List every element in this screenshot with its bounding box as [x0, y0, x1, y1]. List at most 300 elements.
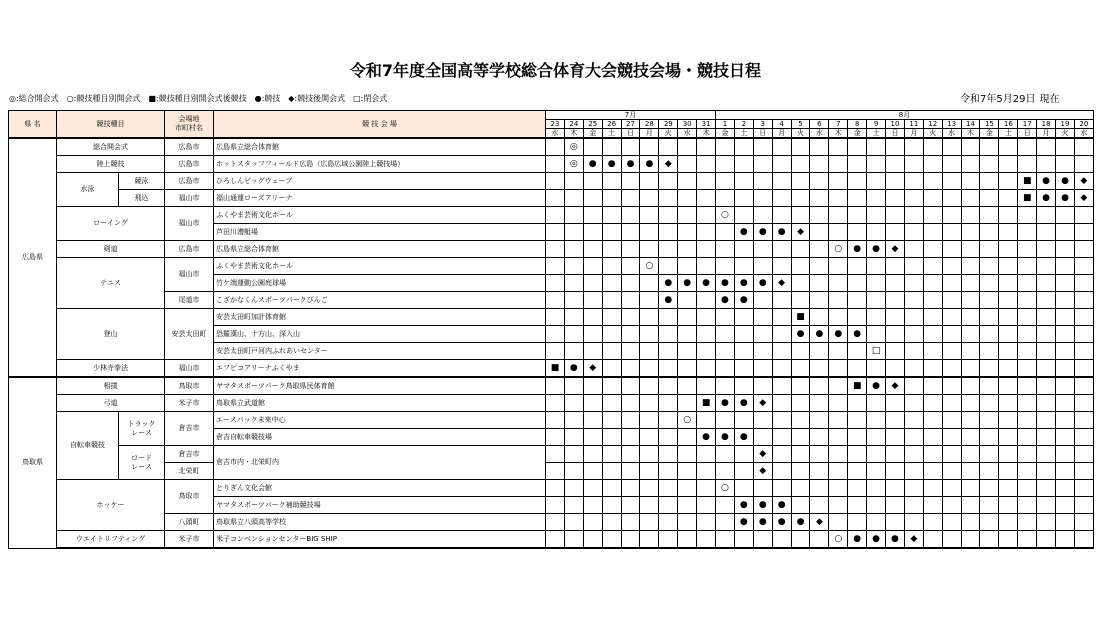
- schedule-cell: [1037, 292, 1056, 309]
- schedule-cell: [980, 412, 999, 429]
- schedule-cell: [1018, 429, 1037, 446]
- schedule-cell: [753, 258, 772, 275]
- schedule-cell: ●: [564, 360, 583, 378]
- schedule-cell: [602, 326, 621, 343]
- schedule-cell: [753, 292, 772, 309]
- schedule-cell: [1018, 207, 1037, 224]
- schedule-cell: [734, 343, 753, 360]
- schedule-cell: [999, 377, 1018, 395]
- event-cell: 陸上競技: [57, 156, 165, 173]
- schedule-cell: [716, 326, 735, 343]
- schedule-cell: ◆: [753, 463, 772, 480]
- schedule-cell: [602, 190, 621, 207]
- schedule-cell: [753, 480, 772, 497]
- date-cell: 27: [621, 120, 640, 129]
- schedule-cell: [904, 412, 923, 429]
- schedule-cell: [942, 224, 961, 241]
- weekday-cell: 水: [810, 129, 829, 139]
- schedule-cell: [810, 138, 829, 156]
- schedule-cell: [1074, 292, 1093, 309]
- schedule-cell: [564, 258, 583, 275]
- schedule-cell: ○: [716, 207, 735, 224]
- schedule-cell: [848, 224, 867, 241]
- schedule-cell: [829, 395, 848, 412]
- schedule-cell: [602, 224, 621, 241]
- schedule-cell: [659, 480, 678, 497]
- schedule-cell: [904, 429, 923, 446]
- schedule-cell: [583, 531, 602, 549]
- schedule-cell: [904, 446, 923, 463]
- schedule-cell: ●: [640, 156, 659, 173]
- schedule-cell: [1037, 156, 1056, 173]
- schedule-cell: [602, 241, 621, 258]
- schedule-cell: [961, 480, 980, 497]
- schedule-cell: [999, 412, 1018, 429]
- schedule-cell: [772, 258, 791, 275]
- schedule-cell: [1074, 463, 1093, 480]
- schedule-cell: [810, 463, 829, 480]
- schedule-cell: [942, 156, 961, 173]
- city-cell: 倉吉市: [165, 446, 214, 463]
- schedule-cell: [1074, 531, 1093, 549]
- schedule-cell: [961, 446, 980, 463]
- schedule-cell: [980, 207, 999, 224]
- schedule-cell: [848, 360, 867, 378]
- schedule-cell: ●: [848, 326, 867, 343]
- schedule-cell: [1037, 446, 1056, 463]
- schedule-cell: [829, 446, 848, 463]
- schedule-cell: [867, 258, 886, 275]
- schedule-cell: [923, 309, 942, 326]
- schedule-cell: [999, 138, 1018, 156]
- schedule-cell: [1037, 360, 1056, 378]
- schedule-cell: [659, 412, 678, 429]
- schedule-cell: [1037, 224, 1056, 241]
- schedule-cell: [583, 497, 602, 514]
- schedule-cell: [904, 258, 923, 275]
- schedule-cell: [716, 173, 735, 190]
- schedule-cell: [1037, 309, 1056, 326]
- schedule-cell: ●: [621, 156, 640, 173]
- schedule-cell: [886, 275, 905, 292]
- schedule-cell: [659, 395, 678, 412]
- city-cell: 福山市: [165, 360, 214, 378]
- schedule-cell: [1037, 463, 1056, 480]
- schedule-cell: [904, 377, 923, 395]
- schedule-cell: [867, 395, 886, 412]
- schedule-cell: [1074, 377, 1093, 395]
- schedule-cell: [961, 429, 980, 446]
- schedule-cell: [942, 412, 961, 429]
- schedule-cell: [716, 156, 735, 173]
- schedule-cell: [980, 275, 999, 292]
- schedule-cell: [772, 429, 791, 446]
- schedule-cell: ●: [753, 497, 772, 514]
- schedule-cell: [1074, 480, 1093, 497]
- schedule-cell: [546, 138, 565, 156]
- schedule-cell: [772, 531, 791, 549]
- schedule-cell: [1037, 377, 1056, 395]
- schedule-cell: [564, 190, 583, 207]
- schedule-cell: [734, 156, 753, 173]
- schedule-cell: [923, 258, 942, 275]
- schedule-cell: [640, 480, 659, 497]
- city-cell: 広島市: [165, 241, 214, 258]
- schedule-cell: [678, 173, 697, 190]
- schedule-cell: [640, 429, 659, 446]
- schedule-cell: [999, 207, 1018, 224]
- schedule-cell: [678, 241, 697, 258]
- venue-cell: 安芸太田町加計体育館: [214, 309, 546, 326]
- schedule-cell: [829, 343, 848, 360]
- schedule-cell: [942, 275, 961, 292]
- table-row: [9, 377, 1094, 395]
- schedule-cell: [716, 360, 735, 378]
- schedule-cell: [602, 463, 621, 480]
- schedule-cell: [640, 309, 659, 326]
- schedule-cell: [886, 156, 905, 173]
- schedule-cell: [753, 531, 772, 549]
- schedule-cell: [999, 463, 1018, 480]
- schedule-cell: [1018, 377, 1037, 395]
- schedule-cell: [583, 207, 602, 224]
- date-cell: 5: [791, 120, 810, 129]
- schedule-cell: [942, 395, 961, 412]
- schedule-cell: [829, 190, 848, 207]
- date-cell: 2: [734, 120, 753, 129]
- schedule-cell: [886, 173, 905, 190]
- schedule-cell: [734, 309, 753, 326]
- schedule-cell: [791, 173, 810, 190]
- schedule-cell: [942, 497, 961, 514]
- schedule-cell: [829, 377, 848, 395]
- schedule-cell: ■: [1018, 173, 1037, 190]
- date-cell: 7: [829, 120, 848, 129]
- schedule-cell: [564, 275, 583, 292]
- schedule-cell: [772, 292, 791, 309]
- schedule-cell: [848, 429, 867, 446]
- schedule-cell: [621, 241, 640, 258]
- schedule-cell: [886, 207, 905, 224]
- schedule-cell: [848, 395, 867, 412]
- schedule-cell: [1018, 241, 1037, 258]
- schedule-cell: [546, 258, 565, 275]
- schedule-cell: [791, 343, 810, 360]
- table-row: [9, 412, 1094, 429]
- schedule-cell: ◆: [791, 224, 810, 241]
- schedule-cell: [1056, 377, 1075, 395]
- schedule-cell: [564, 497, 583, 514]
- schedule-cell: [659, 377, 678, 395]
- schedule-cell: [716, 309, 735, 326]
- schedule-cell: [1018, 258, 1037, 275]
- weekday-cell: 火: [1056, 129, 1075, 139]
- venue-cell: エースパック未来中心: [214, 412, 546, 429]
- schedule-cell: [923, 395, 942, 412]
- date-cell: 28: [640, 120, 659, 129]
- schedule-cell: [678, 531, 697, 549]
- schedule-cell: [772, 309, 791, 326]
- schedule-cell: [829, 463, 848, 480]
- schedule-cell: [1018, 514, 1037, 531]
- event-cell: 総合開会式: [57, 138, 165, 156]
- weekday-cell: 木: [697, 129, 716, 139]
- weekday-cell: 火: [791, 129, 810, 139]
- schedule-cell: [942, 138, 961, 156]
- schedule-cell: ●: [678, 275, 697, 292]
- schedule-cell: [961, 412, 980, 429]
- schedule-cell: ●: [791, 326, 810, 343]
- schedule-cell: ●: [772, 514, 791, 531]
- schedule-cell: [791, 395, 810, 412]
- schedule-cell: [1018, 497, 1037, 514]
- schedule-cell: [1074, 360, 1093, 378]
- city-cell: 鳥取市: [165, 377, 214, 395]
- schedule-cell: [697, 497, 716, 514]
- schedule-cell: [716, 446, 735, 463]
- schedule-cell: [886, 138, 905, 156]
- schedule-cell: [734, 326, 753, 343]
- schedule-cell: [791, 275, 810, 292]
- schedule-cell: [829, 309, 848, 326]
- schedule-cell: [621, 377, 640, 395]
- schedule-cell: ●: [886, 531, 905, 549]
- schedule-cell: ●: [583, 156, 602, 173]
- schedule-cell: [621, 360, 640, 378]
- schedule-cell: [867, 292, 886, 309]
- schedule-cell: [810, 531, 829, 549]
- schedule-cell: [904, 497, 923, 514]
- schedule-cell: [1037, 412, 1056, 429]
- table-row: [9, 190, 1094, 207]
- schedule-cell: [564, 395, 583, 412]
- schedule-cell: [886, 480, 905, 497]
- event-cell: ウエイトリフティング: [57, 531, 165, 549]
- schedule-cell: [867, 497, 886, 514]
- schedule-cell: [942, 360, 961, 378]
- schedule-cell: [904, 241, 923, 258]
- schedule-cell: ●: [867, 377, 886, 395]
- schedule-cell: ●: [734, 429, 753, 446]
- schedule-cell: [678, 138, 697, 156]
- weekday-cell: 水: [678, 129, 697, 139]
- schedule-cell: [659, 138, 678, 156]
- weekday-cell: 火: [923, 129, 942, 139]
- schedule-cell: [602, 480, 621, 497]
- schedule-cell: [621, 480, 640, 497]
- schedule-cell: [678, 292, 697, 309]
- schedule-cell: [697, 514, 716, 531]
- schedule-cell: [980, 224, 999, 241]
- schedule-cell: [942, 258, 961, 275]
- schedule-cell: [961, 395, 980, 412]
- schedule-cell: [564, 412, 583, 429]
- schedule-cell: [829, 429, 848, 446]
- date-cell: 17: [1018, 120, 1037, 129]
- date-cell: 8: [848, 120, 867, 129]
- schedule-cell: [602, 429, 621, 446]
- schedule-cell: [678, 514, 697, 531]
- schedule-cell: ●: [1037, 173, 1056, 190]
- schedule-cell: ◆: [753, 395, 772, 412]
- schedule-cell: [734, 480, 753, 497]
- schedule-cell: [867, 156, 886, 173]
- schedule-cell: [810, 241, 829, 258]
- schedule-cell: [583, 258, 602, 275]
- schedule-cell: [564, 292, 583, 309]
- sub-event-cell: 飛込: [119, 190, 165, 207]
- schedule-cell: [1074, 326, 1093, 343]
- schedule-cell: [697, 258, 716, 275]
- schedule-cell: [904, 173, 923, 190]
- schedule-cell: [659, 190, 678, 207]
- schedule-cell: [848, 514, 867, 531]
- sub-event-cell: 競泳: [119, 173, 165, 190]
- schedule-cell: [583, 446, 602, 463]
- schedule-cell: [583, 395, 602, 412]
- schedule-cell: [734, 531, 753, 549]
- schedule-cell: [602, 446, 621, 463]
- schedule-cell: [734, 446, 753, 463]
- schedule-cell: ◆: [1074, 173, 1093, 190]
- schedule-cell: [1074, 514, 1093, 531]
- schedule-cell: [829, 360, 848, 378]
- schedule-cell: [640, 173, 659, 190]
- schedule-cell: [583, 275, 602, 292]
- schedule-cell: [678, 360, 697, 378]
- schedule-cell: [886, 326, 905, 343]
- schedule-cell: [659, 497, 678, 514]
- event-cell: ホッケー: [57, 480, 165, 531]
- schedule-cell: [1074, 241, 1093, 258]
- schedule-cell: [886, 360, 905, 378]
- schedule-cell: ●: [734, 514, 753, 531]
- schedule-cell: [980, 292, 999, 309]
- city-cell: 安芸太田町: [165, 309, 214, 360]
- schedule-cell: [583, 343, 602, 360]
- schedule-cell: ●: [1037, 190, 1056, 207]
- schedule-cell: [640, 463, 659, 480]
- schedule-cell: [621, 514, 640, 531]
- schedule-cell: [961, 326, 980, 343]
- schedule-cell: [867, 514, 886, 531]
- venue-cell: 広島県立総合体育館: [214, 241, 546, 258]
- city-cell: 広島市: [165, 173, 214, 190]
- weekday-cell: 月: [1037, 129, 1056, 139]
- schedule-cell: [980, 497, 999, 514]
- schedule-cell: ●: [867, 241, 886, 258]
- date-cell: 25: [583, 120, 602, 129]
- schedule-cell: [621, 224, 640, 241]
- schedule-cell: [810, 275, 829, 292]
- schedule-cell: [810, 446, 829, 463]
- schedule-cell: [734, 138, 753, 156]
- schedule-cell: [1056, 446, 1075, 463]
- schedule-cell: [1056, 207, 1075, 224]
- date-cell: 9: [867, 120, 886, 129]
- schedule-cell: [923, 360, 942, 378]
- sub-event-cell: ロード レース: [119, 446, 165, 480]
- schedule-cell: [867, 463, 886, 480]
- schedule-cell: [886, 497, 905, 514]
- schedule-cell: [602, 275, 621, 292]
- schedule-cell: [829, 138, 848, 156]
- schedule-cell: ●: [753, 514, 772, 531]
- schedule-cell: [659, 343, 678, 360]
- schedule-cell: [1037, 275, 1056, 292]
- schedule-cell: [1056, 360, 1075, 378]
- schedule-cell: [923, 156, 942, 173]
- schedule-cell: ◆: [886, 377, 905, 395]
- schedule-cell: [923, 531, 942, 549]
- schedule-cell: [640, 292, 659, 309]
- schedule-cell: [716, 377, 735, 395]
- schedule-cell: ●: [829, 326, 848, 343]
- schedule-cell: [980, 258, 999, 275]
- date-cell: 19: [1056, 120, 1075, 129]
- schedule-cell: [961, 224, 980, 241]
- schedule-cell: [999, 395, 1018, 412]
- schedule-cell: [678, 258, 697, 275]
- schedule-cell: [546, 326, 565, 343]
- schedule-cell: [564, 343, 583, 360]
- schedule-cell: [734, 173, 753, 190]
- schedule-cell: [546, 156, 565, 173]
- city-cell: 米子市: [165, 531, 214, 549]
- schedule-cell: [546, 412, 565, 429]
- schedule-cell: [602, 531, 621, 549]
- schedule-cell: [1056, 395, 1075, 412]
- schedule-cell: [980, 190, 999, 207]
- date-cell: 30: [678, 120, 697, 129]
- schedule-cell: [546, 173, 565, 190]
- table-row: [9, 480, 1094, 497]
- schedule-cell: [867, 173, 886, 190]
- schedule-cell: [961, 360, 980, 378]
- table-row: [9, 207, 1094, 224]
- schedule-cell: [546, 309, 565, 326]
- schedule-cell: ●: [848, 241, 867, 258]
- schedule-cell: [640, 360, 659, 378]
- schedule-cell: [546, 275, 565, 292]
- schedule-cell: ◆: [886, 241, 905, 258]
- schedule-cell: [999, 514, 1018, 531]
- weekday-cell: 日: [1018, 129, 1037, 139]
- schedule-cell: [1056, 497, 1075, 514]
- schedule-cell: [923, 412, 942, 429]
- schedule-cell: [886, 463, 905, 480]
- schedule-cell: [716, 463, 735, 480]
- schedule-cell: [791, 497, 810, 514]
- schedule-cell: [1037, 480, 1056, 497]
- header-venue: 競 技 会 場: [214, 111, 546, 139]
- schedule-cell: [904, 275, 923, 292]
- schedule-cell: [678, 463, 697, 480]
- schedule-cell: [772, 480, 791, 497]
- schedule-cell: [621, 463, 640, 480]
- as-of-label: 現在: [1039, 94, 1060, 105]
- table-row: [9, 173, 1094, 190]
- schedule-cell: [1037, 326, 1056, 343]
- header-event: 競技種目: [57, 111, 165, 139]
- schedule-cell: ■: [848, 377, 867, 395]
- schedule-cell: [564, 377, 583, 395]
- schedule-cell: [772, 138, 791, 156]
- schedule-cell: [923, 275, 942, 292]
- schedule-cell: [791, 412, 810, 429]
- schedule-cell: [716, 412, 735, 429]
- schedule-cell: ●: [697, 275, 716, 292]
